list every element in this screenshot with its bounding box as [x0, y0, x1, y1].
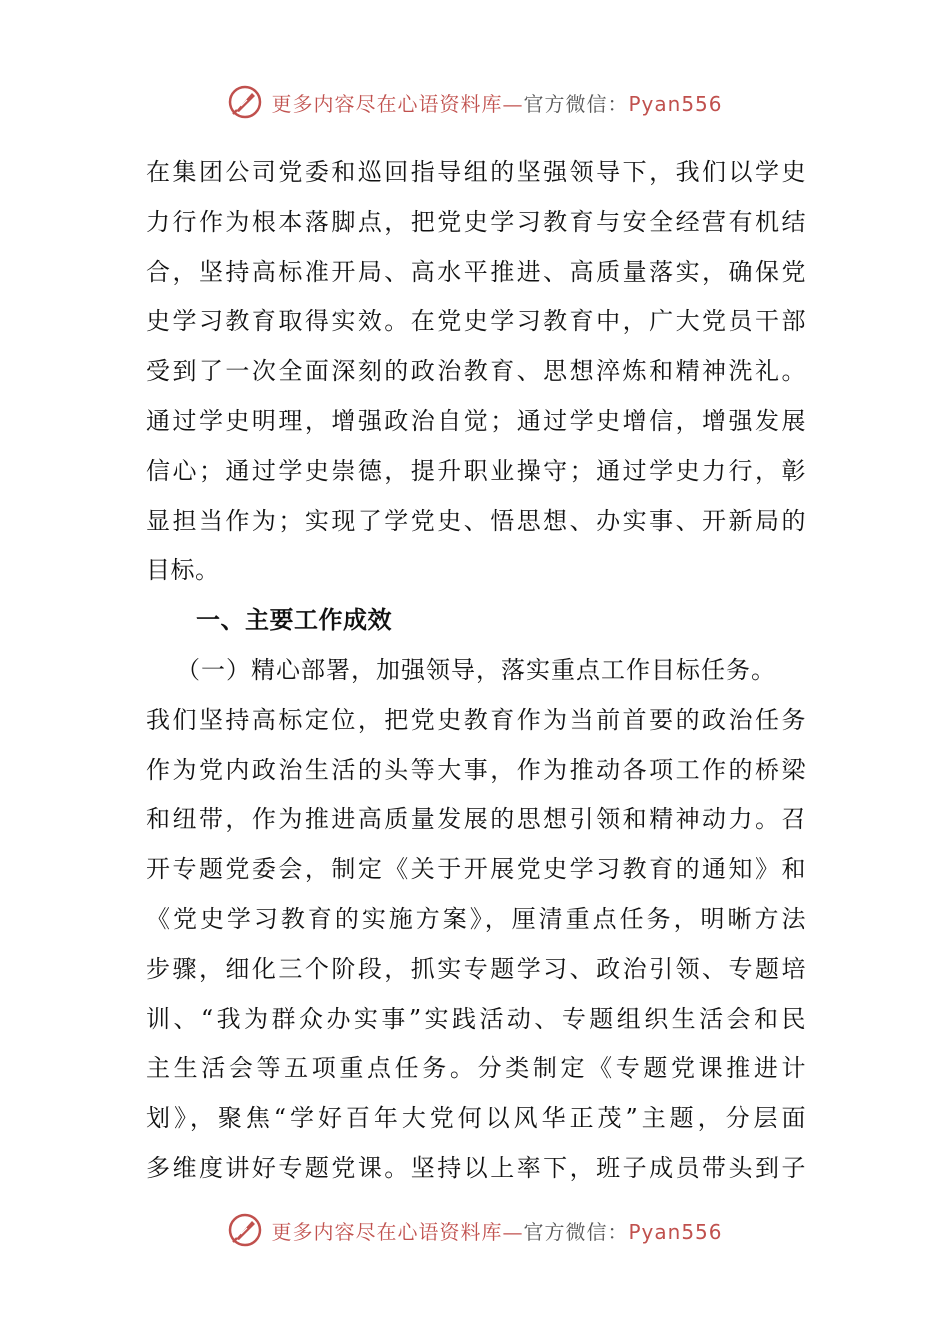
- text-line: 合，坚持高标准开局、高水平推进、高质量落实，确保党: [146, 257, 806, 286]
- text-line: 训、“我为群众办实事”实践活动、专题组织生活会和民: [146, 1004, 806, 1033]
- text-line: 和纽带，作为推进高质量发展的思想引领和精神动力。召: [146, 805, 806, 834]
- watermark-wechat: Pyan556: [628, 91, 723, 116]
- document-body: [146, 148, 806, 1194]
- watermark-text: [271, 1216, 722, 1245]
- quill-logo-icon: [227, 84, 263, 120]
- watermark-dash: —: [502, 1219, 524, 1244]
- text-line: 步骤，细化三个阶段，抓实专题学习、政治引领、专题培: [146, 954, 806, 983]
- watermark-banner-bottom: [0, 1210, 950, 1250]
- watermark-label: 官方微信：: [523, 1219, 629, 1244]
- watermark-site: 更多内容尽在心语资料库: [271, 91, 503, 116]
- text-line: 显担当作为；实现了学党史、悟思想、办实事、开新局的: [146, 506, 806, 535]
- watermark-dash: —: [502, 91, 524, 116]
- text-line: 主生活会等五项重点任务。分类制定《专题党课推进计: [146, 1054, 806, 1083]
- text-line: 通过学史明理，增强政治自觉；通过学史增信，增强发展: [146, 406, 806, 435]
- watermark-text: [271, 88, 722, 117]
- paragraph-work: [146, 696, 806, 1194]
- text-line: 信心；通过学史崇德，提升职业操守；通过学史力行，彰: [146, 456, 806, 485]
- subsection-heading: （一）精心部署，加强领导，落实重点工作目标任务。: [176, 655, 776, 684]
- text-line: 《党史学习教育的实施方案》，厘清重点任务，明晰方法: [146, 904, 806, 933]
- text-line: 力行作为根本落脚点，把党史学习教育与安全经营有机结: [146, 207, 806, 236]
- watermark-banner-top: [0, 82, 950, 122]
- text-line: 划》，聚焦“学好百年大党何以风华正茂”主题，分层面: [146, 1104, 806, 1133]
- text-line: 开专题党委会，制定《关于开展党史学习教育的通知》和: [146, 855, 806, 884]
- text-line: 多维度讲好专题党课。坚持以上率下，班子成员带头到子: [146, 1153, 806, 1182]
- paragraph-intro: [146, 148, 806, 596]
- watermark-wechat: Pyan556: [628, 1219, 723, 1244]
- section-heading: 一、主要工作成效: [196, 606, 392, 635]
- text-line: 在集团公司党委和巡回指导组的坚强领导下，我们以学史: [146, 158, 806, 186]
- text-line: 作为党内政治生活的头等大事，作为推动各项工作的桥梁: [146, 755, 806, 784]
- text-line: 目标。: [146, 556, 220, 585]
- quill-logo-icon: [227, 1212, 263, 1248]
- text-line: 受到了一次全面深刻的政治教育、思想淬炼和精神洗礼。: [146, 357, 806, 386]
- text-line: 我们坚持高标定位，把党史教育作为当前首要的政治任务: [146, 705, 806, 734]
- text-line: 史学习教育取得实效。在党史学习教育中，广大党员干部: [146, 307, 806, 336]
- watermark-site: 更多内容尽在心语资料库: [271, 1219, 503, 1244]
- watermark-label: 官方微信：: [523, 91, 629, 116]
